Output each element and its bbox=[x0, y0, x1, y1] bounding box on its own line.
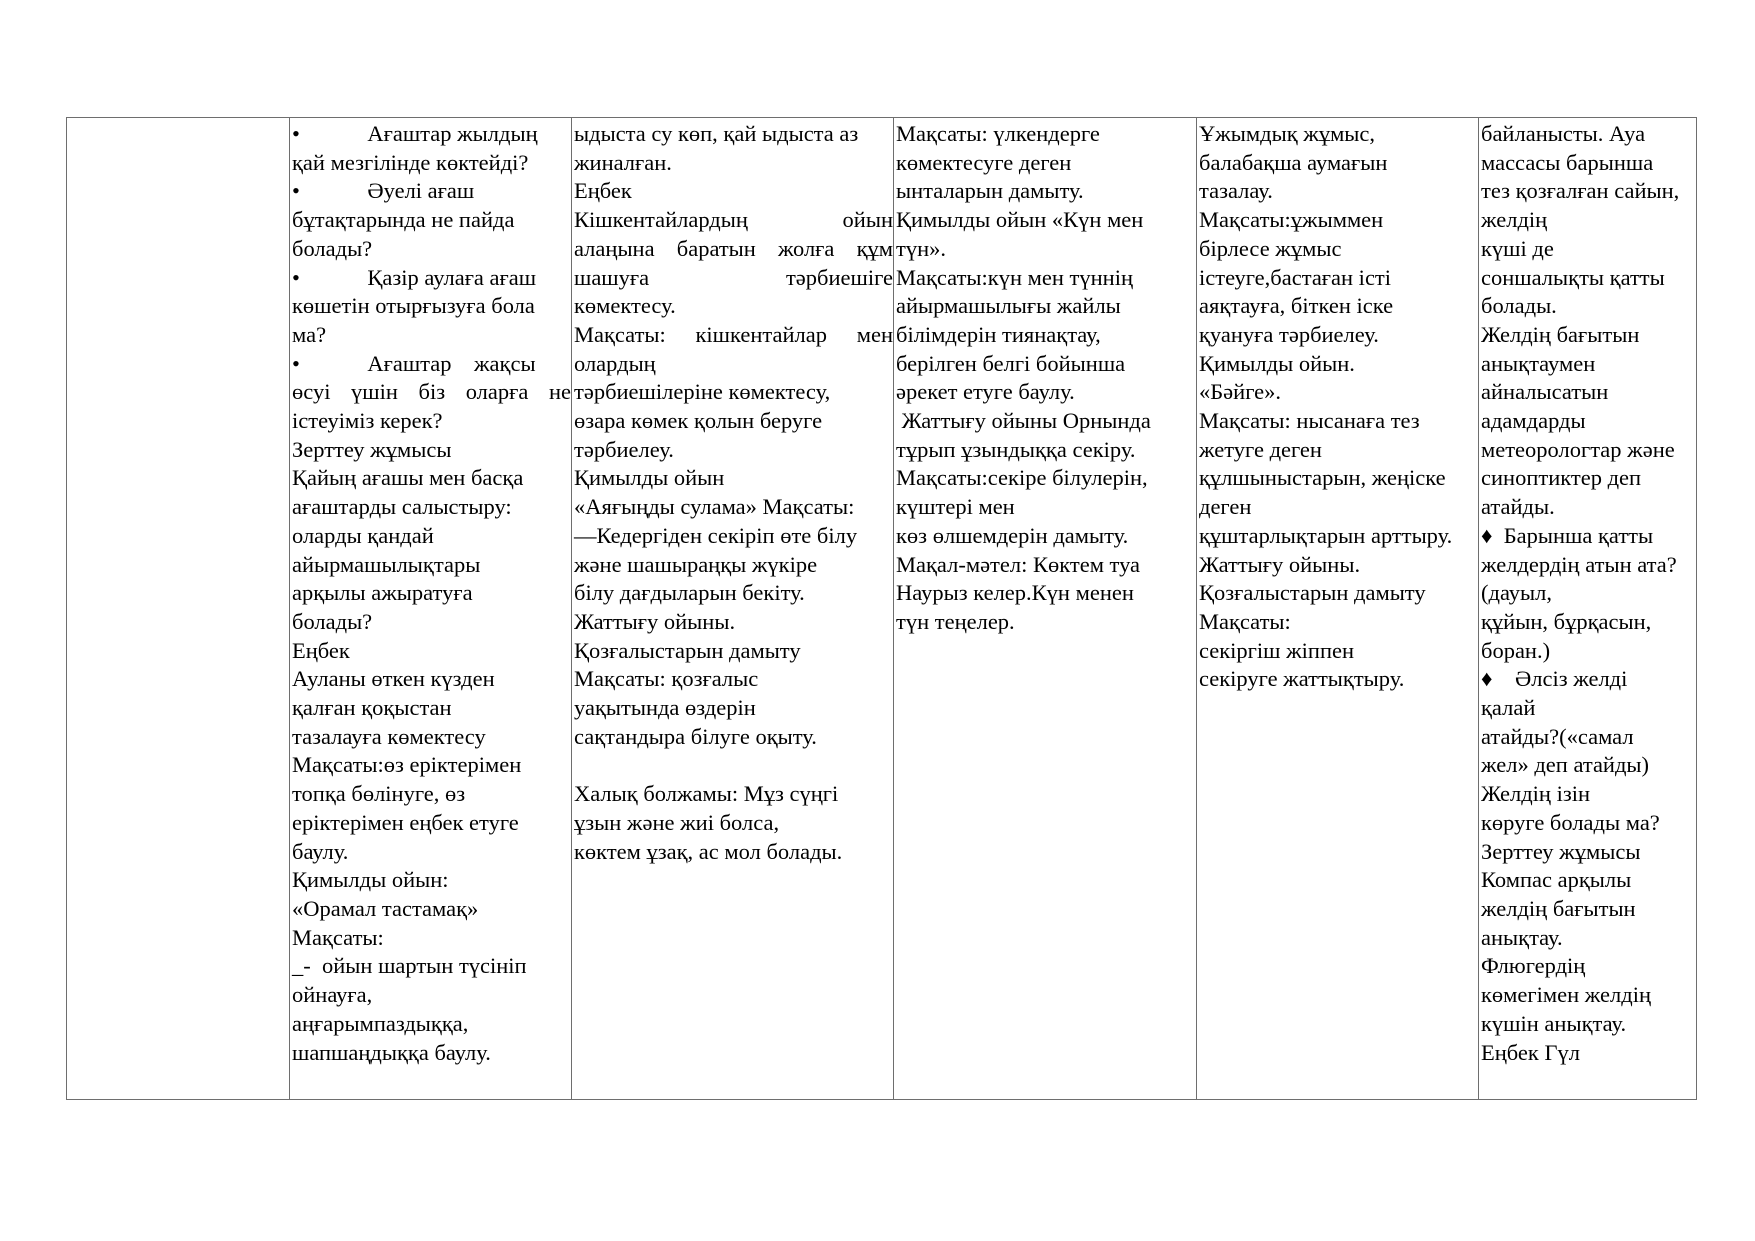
text-line: топқа бөлінуге, өз bbox=[292, 781, 466, 807]
text-line: көз өлшемдерін дамыту. bbox=[896, 522, 1129, 548]
text-line: Мақсаты: кішкентайлар мен bbox=[574, 321, 893, 347]
text-line: айырмашылығы жайлы bbox=[896, 293, 1121, 319]
text-line: байланысты. Ауа bbox=[1481, 121, 1646, 146]
text-line: ұзын және жиі болса, bbox=[574, 809, 780, 835]
text-line: Ауланы өткен күзден bbox=[292, 666, 495, 692]
text-line: аяқтауға, біткен іске bbox=[1199, 293, 1394, 319]
text-line: айналысатын bbox=[1481, 379, 1609, 405]
text-line: алаңына баратын жолға құм bbox=[574, 235, 893, 261]
text-line: «Бәйге». bbox=[1199, 379, 1281, 405]
text-line: • Ағаштар жылдың bbox=[292, 121, 538, 146]
text-line: Наурыз келер.Күн менен bbox=[896, 580, 1134, 606]
text-line: Қозғалыстарын дамыту bbox=[574, 637, 801, 663]
text-line: істеуге,бастаған істі bbox=[1199, 264, 1392, 290]
text-line: баулу. bbox=[292, 838, 349, 864]
text-line: тез қозғалған сайын, bbox=[1481, 178, 1680, 204]
text-line: болады. bbox=[1481, 293, 1557, 319]
text-line: бұтақтарында не пайда bbox=[292, 207, 515, 233]
text-line: істеуіміз керек? bbox=[292, 408, 443, 434]
text-line: берілген белгі бойынша bbox=[896, 350, 1126, 376]
text-line: шашуға тәрбиешіге bbox=[574, 264, 893, 290]
text-line: соншалықты қатты bbox=[1481, 264, 1665, 290]
text-line: еріктерімен еңбек етуге bbox=[292, 809, 519, 835]
text-line: бірлесе жұмыс bbox=[1199, 235, 1342, 261]
text-line: желдердің атын ата? bbox=[1481, 551, 1677, 577]
table-cell-4 bbox=[1197, 118, 1479, 1100]
text-line: оларды қандай bbox=[292, 522, 434, 548]
text-line: құштарлықтарын арттыру. bbox=[1199, 522, 1453, 548]
text-line: жиналған. bbox=[574, 149, 672, 175]
text-line: секіргіш жіппен bbox=[1199, 637, 1355, 663]
text-line: қай мезгілінде көктейді? bbox=[292, 149, 529, 175]
text-line: Мақсаты:өз еріктерімен bbox=[292, 752, 522, 778]
text-line: өзара көмек қолын беруге bbox=[574, 408, 823, 434]
text-line: шапшаңдыққа баулу. bbox=[292, 1039, 491, 1065]
table-cell-5 bbox=[1479, 118, 1697, 1100]
text-line: тәрбиешілеріне көмектесу, bbox=[574, 379, 831, 405]
text-line: • Әуелі ағаш bbox=[292, 178, 475, 204]
text-line: өсуі үшін біз оларға не bbox=[292, 379, 571, 405]
text-line: Қозғалыстарын дамыту bbox=[1199, 580, 1426, 606]
text-line: көмегімен желдің bbox=[1481, 982, 1651, 1008]
text-line: анықтаумен bbox=[1481, 350, 1596, 376]
text-line: Зерттеу жұмысы bbox=[1481, 838, 1641, 864]
text-line: Мақсаты: bbox=[292, 924, 384, 950]
table-cell-3 bbox=[894, 118, 1197, 1100]
text-line: «Орамал тастамақ» bbox=[292, 895, 479, 921]
text-line: _- ойын шартын түсініп bbox=[292, 953, 527, 979]
text-line: көмектесуге деген bbox=[896, 149, 1072, 175]
text-line: синоптиктер деп bbox=[1481, 465, 1642, 491]
text-line: тазалауға көмектесу bbox=[292, 723, 486, 749]
text-line: тәрбиелеу. bbox=[574, 436, 674, 462]
text-line: (дауыл, bbox=[1481, 580, 1553, 606]
text-line: Еңбек Гүл bbox=[1481, 1039, 1580, 1065]
text-line: Ұжымдық жұмыс, bbox=[1199, 121, 1376, 146]
text-line: Еңбек bbox=[292, 637, 350, 663]
text-line: білімдерін тиянақтау, bbox=[896, 321, 1101, 347]
text-line: метеорологтар және bbox=[1481, 436, 1675, 462]
text-line: «Аяғыңды сулама» Мақсаты: bbox=[574, 494, 855, 520]
text-line: құйын, бұрқасын, bbox=[1481, 608, 1652, 634]
text-line: Жаттығу ойыны. bbox=[574, 608, 736, 634]
text-line: ♦ Әлсіз желді bbox=[1481, 666, 1628, 692]
text-line: айырмашылықтары bbox=[292, 551, 481, 577]
text-line: сақтандыра білуге оқыту. bbox=[574, 723, 817, 749]
text-line: Кішкентайлардың ойын bbox=[574, 207, 893, 233]
text-line: —Кедергіден секіріп өте білу bbox=[574, 522, 858, 548]
text-line: Жаттығу ойыны Орнында bbox=[896, 408, 1151, 434]
text-line: Флюгердің bbox=[1481, 953, 1586, 979]
text-line: ынталарын дамыту. bbox=[896, 178, 1084, 204]
text-line: Мақсаты:ұжыммен bbox=[1199, 207, 1384, 233]
text-line: қуануға тәрбиелеу. bbox=[1199, 321, 1379, 347]
text-line: • Қазір аулаға ағаш bbox=[292, 264, 537, 290]
text-line: арқылы ажыратуға bbox=[292, 580, 473, 606]
text-line: әрекет етуге баулу. bbox=[896, 379, 1075, 405]
text-line: Мақсаты: үлкендерге bbox=[896, 121, 1100, 146]
text-line: секіруге жаттықтыру. bbox=[1199, 666, 1405, 692]
text-line: тұрып ұзындыққа секіру. bbox=[896, 436, 1136, 462]
table-cell-0 bbox=[67, 118, 290, 1100]
text-line: Қимылды ойын. bbox=[1199, 350, 1355, 376]
text-line: түн». bbox=[896, 235, 946, 261]
text-line: боран.) bbox=[1481, 637, 1551, 663]
text-line: атайды. bbox=[1481, 494, 1555, 520]
text-line: Мақсаты:күн мен түннің bbox=[896, 264, 1133, 290]
text-line: жел» деп атайды) bbox=[1481, 752, 1650, 778]
text-line: желдің бағытын bbox=[1481, 895, 1636, 921]
text-line: Зерттеу жұмысы bbox=[292, 436, 452, 462]
text-line: болады? bbox=[292, 235, 373, 261]
text-line bbox=[574, 751, 893, 780]
text-line: Мақсаты: bbox=[1199, 608, 1291, 634]
text-line: құлшыныстарын, жеңіске bbox=[1199, 465, 1446, 491]
text-line: күшін анықтау. bbox=[1481, 1010, 1627, 1036]
text-line: күштері мен bbox=[896, 494, 1015, 520]
text-line: анықтау. bbox=[1481, 924, 1563, 950]
text-line: деген bbox=[1199, 494, 1252, 520]
text-line: Желдің бағытын bbox=[1481, 321, 1640, 347]
text-line: Желдің ізін bbox=[1481, 781, 1591, 807]
text-line: түн теңелер. bbox=[896, 608, 1015, 634]
text-line: қалған қоқыстан bbox=[292, 695, 452, 721]
text-line: ыдыста су көп, қай ыдыста аз bbox=[574, 121, 859, 146]
text-line: Қимылды ойын «Күн мен bbox=[896, 207, 1144, 233]
text-line: адамдарды bbox=[1481, 408, 1586, 434]
text-line: Компас арқылы bbox=[1481, 867, 1632, 893]
table-row bbox=[67, 118, 1697, 1100]
text-line: Халық болжамы: Мұз сүңгі bbox=[574, 781, 839, 807]
text-line: Мақсаты: нысанаға тез bbox=[1199, 408, 1420, 434]
text-line: көктем ұзақ, ас мол болады. bbox=[574, 838, 843, 864]
text-line: қалай bbox=[1481, 695, 1536, 721]
text-line: тазалау. bbox=[1199, 178, 1273, 204]
text-line: Еңбек bbox=[574, 178, 632, 204]
text-line: балабақша аумағын bbox=[1199, 149, 1388, 175]
text-line: ағаштарды салыстыру: bbox=[292, 494, 512, 520]
text-line: Мақсаты: қозғалыс bbox=[574, 666, 759, 692]
text-line: массасы барынша bbox=[1481, 149, 1654, 175]
text-line: және шашыраңқы жүкіре bbox=[574, 551, 818, 577]
lesson-plan-table bbox=[66, 117, 1697, 1100]
table-cell-2 bbox=[572, 118, 894, 1100]
text-line: көруге болады ма? bbox=[1481, 809, 1660, 835]
text-line: Қимылды ойын: bbox=[292, 867, 449, 893]
text-line: Қайың ағашы мен басқа bbox=[292, 465, 524, 491]
text-line: • Ағаштар жақсы bbox=[292, 350, 536, 376]
text-line: атайды?(«самал bbox=[1481, 723, 1634, 749]
text-line: күші де bbox=[1481, 235, 1554, 261]
text-line: желдің bbox=[1481, 207, 1548, 233]
text-line: көмектесу. bbox=[574, 293, 676, 319]
text-line: Жаттығу ойыны. bbox=[1199, 551, 1361, 577]
text-line: уақытында өздерін bbox=[574, 695, 756, 721]
text-line: аңғарымпаздыққа, bbox=[292, 1010, 469, 1036]
table-cell-1 bbox=[290, 118, 572, 1100]
text-line: Мақсаты:секіре білулерін, bbox=[896, 465, 1148, 491]
text-line: Қимылды ойын bbox=[574, 465, 725, 491]
text-line: ойнауға, bbox=[292, 982, 373, 1008]
text-line: ма? bbox=[292, 321, 327, 347]
text-line: ♦ Барынша қатты bbox=[1481, 522, 1654, 548]
text-line: олардың bbox=[574, 350, 656, 376]
text-line: болады? bbox=[292, 608, 373, 634]
text-line: білу дағдыларын бекіту. bbox=[574, 580, 805, 606]
text-line: көшетін отырғызуға бола bbox=[292, 293, 535, 319]
text-line: жетуге деген bbox=[1199, 436, 1322, 462]
text-line: Мақал-мәтел: Көктем туа bbox=[896, 551, 1141, 577]
